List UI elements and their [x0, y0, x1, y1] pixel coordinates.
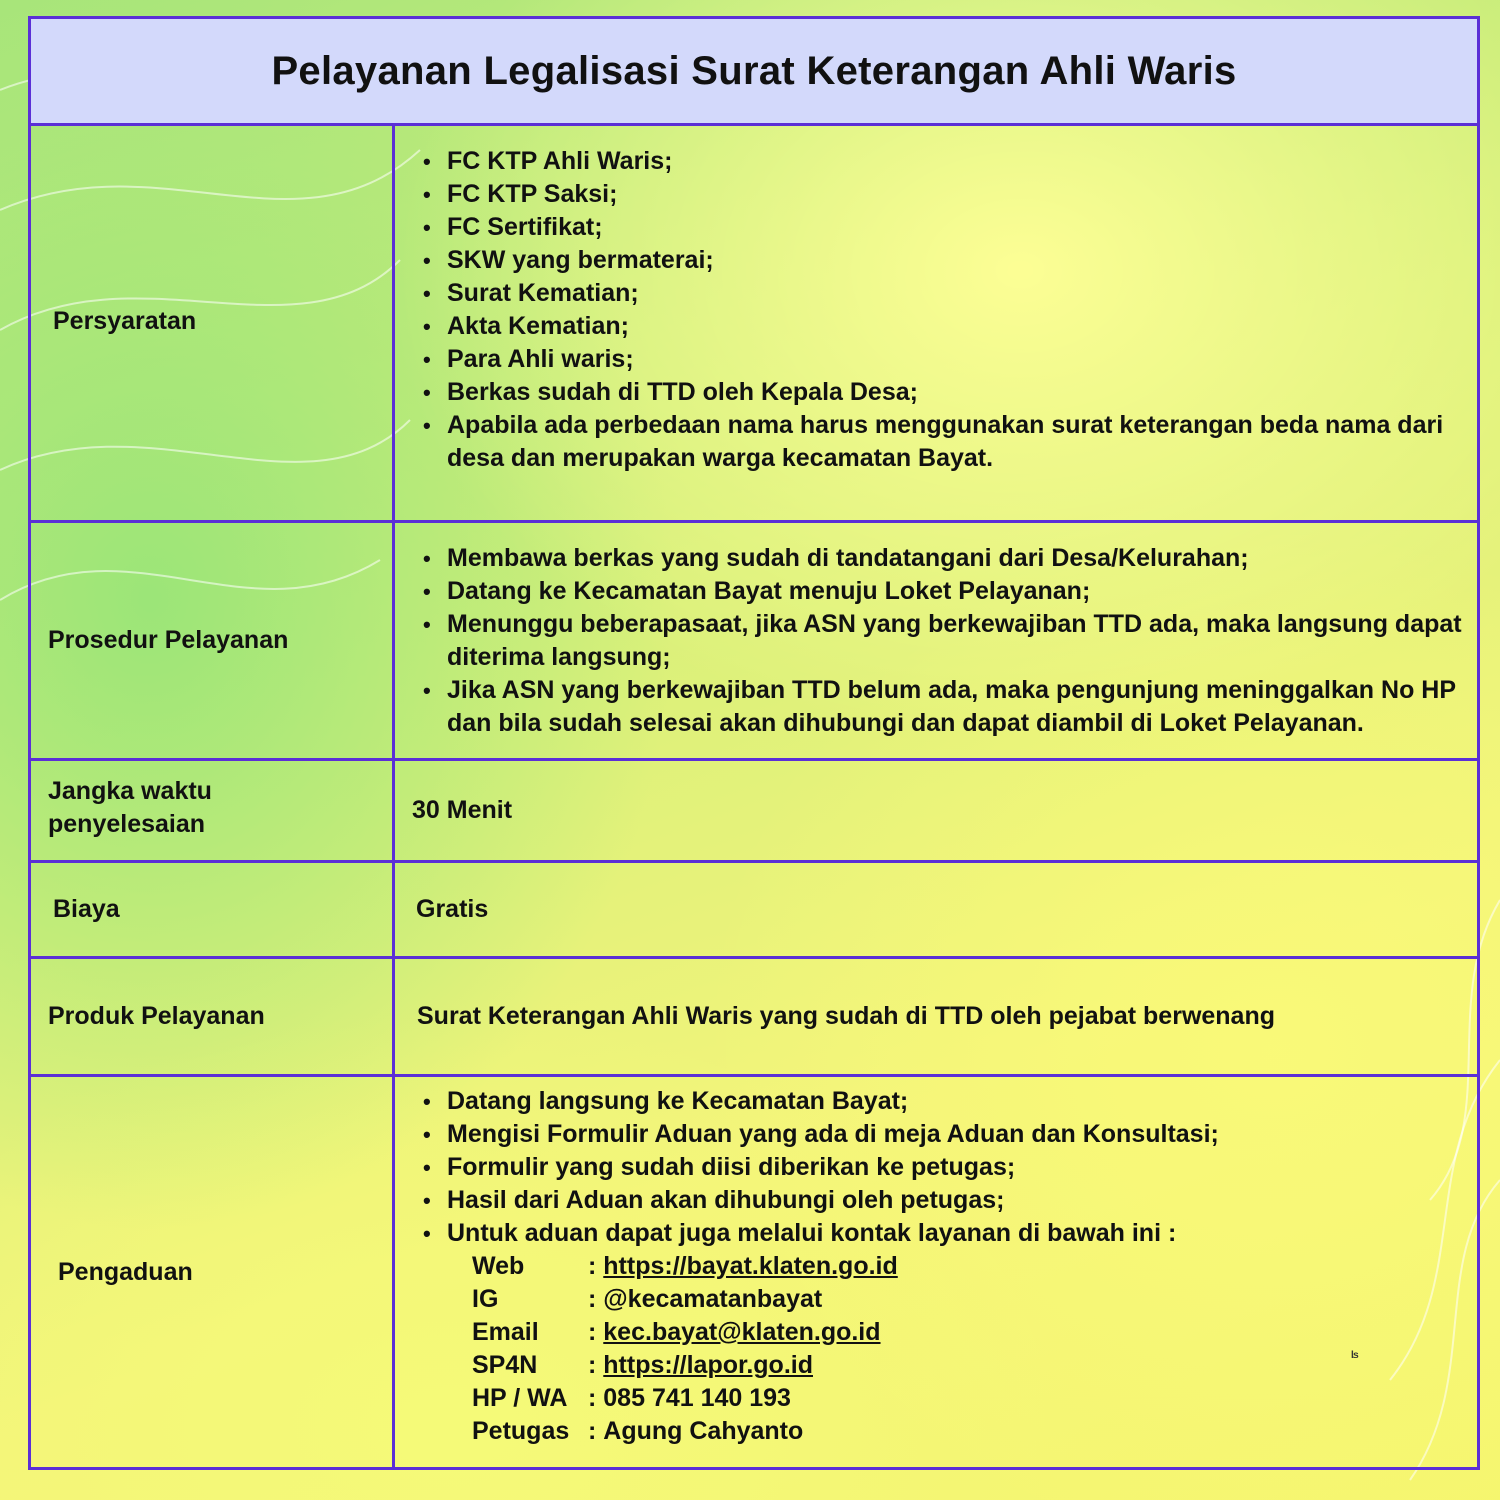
- list-item: • Datang ke Kecamatan Bayat menuju Loket Pelayanan;: [415, 575, 1473, 608]
- row-content-produk: [417, 959, 1473, 1074]
- row-produk: [31, 959, 1477, 1077]
- row-label-jangka-waktu-line2: penyelesaian: [48, 810, 206, 838]
- list-item: • FC KTP Saksi;: [415, 178, 1473, 211]
- contact-key: Web: [472, 1252, 525, 1280]
- contact-separator: :: [588, 1417, 604, 1445]
- list-item: • Membawa berkas yang sudah di tandatangani dari Desa/Kelurahan;: [415, 542, 1473, 575]
- list-item: • Jika ASN yang berkewajiban TTD belum ada, maka pengunjung meninggalkan No HP dan bila sudah selesai akan dihubungi dan dapat diambil di Loket Pelayanan.: [415, 674, 1473, 740]
- contact-key: Petugas: [472, 1417, 570, 1445]
- persyaratan-list: [415, 145, 1473, 475]
- contact-separator: :: [588, 1252, 604, 1280]
- contact-separator: :: [588, 1384, 604, 1412]
- list-item: • Mengisi Formulir Aduan yang ada di meja Aduan dan Konsultasi;: [415, 1118, 1473, 1151]
- list-item: • SKW yang bermaterai;: [415, 244, 1473, 277]
- contact-key: SP4N: [472, 1351, 538, 1379]
- contact-value: @kecamatanbayat: [603, 1285, 823, 1313]
- list-item: • Para Ahli waris;: [415, 343, 1473, 376]
- page-title: Pelayanan Legalisasi Surat Keterangan Ahli Waris: [271, 48, 1237, 93]
- list-item: • Apabila ada perbedaan nama harus menggunakan surat keterangan beda nama dari desa dan merupakan warga kecamatan Bayat.: [415, 409, 1473, 475]
- row-content-jangka-waktu: [412, 761, 1473, 860]
- row-label-biaya: Biaya: [53, 895, 120, 923]
- list-item: • Berkas sudah di TTD oleh Kepala Desa;: [415, 376, 1473, 409]
- row-label-jangka-waktu: [48, 761, 378, 860]
- service-info-table: [28, 16, 1480, 1470]
- jangka-waktu-value: 30 Menit: [412, 796, 513, 824]
- contact-row: [472, 1283, 1473, 1316]
- contact-key: HP / WA: [472, 1384, 568, 1412]
- list-item: • Hasil dari Aduan akan dihubungi oleh petugas;: [415, 1184, 1473, 1217]
- row-content-prosedur: [415, 523, 1473, 758]
- contact-row: [472, 1349, 1473, 1382]
- row-label-pengaduan: Pengaduan: [58, 1257, 193, 1286]
- row-content-biaya: [416, 863, 1473, 956]
- list-item: • Akta Kematian;: [415, 310, 1473, 343]
- contact-separator: :: [588, 1351, 604, 1379]
- contact-key: Email: [472, 1318, 539, 1346]
- contact-value: 085 741 140 193: [603, 1384, 791, 1412]
- contact-row: [472, 1250, 1473, 1283]
- row-content-pengaduan: [415, 1077, 1473, 1467]
- list-item: • Menunggu beberapasaat, jika ASN yang berkewajiban TTD ada, maka langsung dapat diterima langsung;: [415, 608, 1473, 674]
- contact-key: IG: [472, 1285, 499, 1313]
- row-label-prosedur: Prosedur Pelayanan: [48, 626, 289, 654]
- list-item: • FC KTP Ahli Waris;: [415, 145, 1473, 178]
- row-label-persyaratan: Persyaratan: [53, 307, 197, 335]
- small-mark-icon: ʪ: [1351, 1350, 1359, 1361]
- list-item: • FC Sertifikat;: [415, 211, 1473, 244]
- list-item: • Formulir yang sudah diisi diberikan ke petugas;: [415, 1151, 1473, 1184]
- contact-row: [472, 1316, 1473, 1349]
- contact-value: Agung Cahyanto: [603, 1417, 804, 1445]
- row-label-jangka-waktu-line1: Jangka waktu: [48, 777, 212, 805]
- contact-separator: :: [588, 1285, 604, 1313]
- row-persyaratan: [31, 123, 1477, 523]
- contact-link[interactable]: https://lapor.go.id: [603, 1351, 813, 1379]
- contact-list: [472, 1250, 1473, 1448]
- row-label-produk: Produk Pelayanan: [48, 1002, 265, 1030]
- row-pengaduan: [31, 1077, 1477, 1467]
- produk-value: Surat Keterangan Ahli Waris yang sudah di TTD oleh pejabat berwenang: [417, 1002, 1276, 1030]
- prosedur-list: [415, 542, 1473, 740]
- pengaduan-list: [415, 1085, 1473, 1250]
- contact-link[interactable]: kec.bayat@klaten.go.id: [603, 1318, 881, 1346]
- contact-row: [472, 1382, 1473, 1415]
- contact-row: [472, 1415, 1473, 1448]
- title-bar: [31, 19, 1477, 126]
- row-jangka-waktu: [31, 761, 1477, 863]
- contact-link[interactable]: https://bayat.klaten.go.id: [603, 1252, 898, 1280]
- biaya-value: Gratis: [416, 895, 489, 923]
- list-item: • Datang langsung ke Kecamatan Bayat;: [415, 1085, 1473, 1118]
- row-content-persyaratan: [415, 123, 1473, 520]
- row-prosedur: [31, 523, 1477, 761]
- list-item: • Untuk aduan dapat juga melalui kontak layanan di bawah ini :: [415, 1217, 1473, 1250]
- row-biaya: [31, 863, 1477, 959]
- list-item: • Surat Kematian;: [415, 277, 1473, 310]
- contact-separator: :: [588, 1318, 604, 1346]
